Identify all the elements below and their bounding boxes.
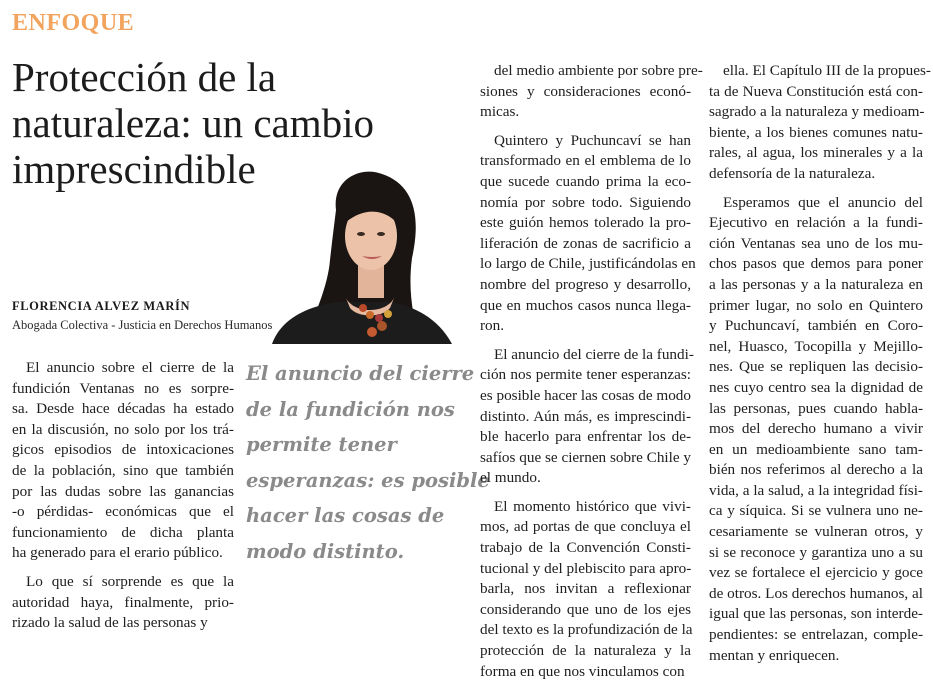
text-line: ción nos permite tener esperanzas: — [480, 366, 691, 384]
text-line: que en muchos casos nunca llega- — [480, 296, 691, 314]
pull-quote-line: El anuncio del cierre — [246, 362, 475, 385]
text-line: El anuncio del cierre de la fundi- — [494, 345, 694, 363]
text-line: tucional y del plebiscito para apro- — [480, 559, 692, 577]
paragraph — [709, 61, 931, 185]
text-line: sagrado a la naturaleza y medioam- — [709, 103, 925, 121]
author-name: FLORENCIA ALVEZ MARÍN — [12, 299, 191, 313]
text-line: trabajo de la Convención Consti- — [480, 539, 691, 557]
text-line: el mundo. — [480, 469, 541, 487]
article-column-1 — [12, 358, 234, 634]
pull-quote-line: permite tener — [246, 433, 397, 456]
text-line: funcionamiento de dicha planta — [12, 523, 234, 541]
text-line: este guión hemos tolerado la pro- — [480, 214, 691, 232]
text-line: en un medioambiente sano tam- — [709, 440, 923, 458]
text-line: igual que las personas, son interde- — [709, 605, 923, 623]
text-line: a las personas y a la naturaleza en — [709, 275, 923, 293]
text-line: defensoría de la naturaleza. — [709, 164, 876, 182]
text-line: Ejecutivo en relación a la fundi- — [709, 214, 923, 232]
pull-quote-line: esperanzas: es posible — [246, 468, 490, 492]
text-line: safíos que se ciernen sobre Chile y — [480, 448, 691, 466]
text-line: vida, a la salud, a la integridad físi- — [709, 481, 923, 499]
text-line: El momento histórico que vivi- — [494, 497, 691, 515]
text-line: ta de Nueva Constitución está con- — [709, 82, 923, 100]
text-line: mentan y enriquecen. — [709, 646, 840, 664]
text-line: si se reconoce y garantiza uno a su — [709, 543, 923, 561]
text-line: primer lugar, no solo en Quintero — [709, 296, 923, 314]
text-line: Lo que sí sorprende es que la — [26, 572, 234, 590]
author-portrait-illustration — [262, 168, 458, 344]
pull-quote-line: hacer las cosas de — [246, 504, 445, 527]
text-line: gicos episodios de intoxicaciones — [12, 441, 234, 459]
byline — [12, 299, 272, 333]
text-line: nombre del progreso y desarrollo, — [480, 275, 691, 293]
text-line: ron. — [480, 317, 505, 335]
text-line: ción Ventanas sea uno de los mu- — [709, 234, 923, 252]
author-photo — [262, 168, 458, 344]
text-line: considerando que uno de los ejes — [480, 600, 691, 618]
text-line: barla, nos invitan a reflexionar — [480, 580, 691, 598]
text-line: siones y consideraciones econó- — [480, 82, 691, 100]
article-column-2 — [480, 61, 703, 682]
text-line: que sucede cuando prima la eco- — [480, 172, 691, 190]
paragraph — [480, 61, 703, 123]
text-line: y Puchuncaví, también en Coro- — [709, 317, 923, 335]
text-line: bién nos referimos al derecho a la — [709, 461, 923, 479]
text-line: mos del derecho humano a vivir — [709, 420, 923, 438]
text-line: lo largo de Chile, justificándolas en — [480, 255, 696, 273]
pull-quote-line: modo distinto. — [246, 539, 405, 563]
paragraph — [480, 345, 694, 489]
text-line: ca y síquica. Si se vulnera uno ne- — [709, 502, 923, 520]
text-line: ble hacerlo para enfrentar los de- — [480, 428, 691, 446]
text-line: -o pérdidas- económicas que el — [12, 503, 234, 521]
text-line: fundición Ventanas no es sorpre- — [12, 379, 234, 397]
text-line: forma en que nos vinculamos con — [480, 662, 685, 680]
text-line: transformado en el emblema de lo — [480, 152, 691, 170]
text-line: rales, al agua, los minerales y a la — [709, 144, 923, 162]
text-line: mos, ad portas de que concluya el — [480, 518, 691, 536]
text-line: nes cuyo centro sea la dignidad de — [709, 378, 923, 396]
text-line: de la población, sino que también — [12, 461, 234, 479]
text-line: ha generado para el erario público. — [12, 544, 223, 562]
text-line: El anuncio sobre el cierre de la — [26, 359, 234, 376]
text-line: en la discusión, no solo por los trá- — [12, 420, 234, 438]
text-line: Quintero y Puchuncaví se han — [494, 131, 691, 149]
paragraph — [480, 497, 691, 682]
text-line: cesariamente se vulneran otros, y — [709, 523, 923, 541]
text-line: chos pasos que demos para poner — [709, 255, 923, 273]
section-label: ENFOQUE — [12, 10, 135, 36]
pull-quote-line: de la fundición nos — [246, 397, 455, 421]
paragraph — [12, 358, 234, 564]
paragraph — [480, 131, 696, 337]
text-line: micas. — [480, 103, 520, 121]
text-line: las personas, pues cuando habla- — [709, 399, 923, 417]
text-line: sa. Desde hace décadas ha estado — [12, 400, 234, 418]
text-line: vez se fortalece el ejercicio y goce — [709, 564, 923, 582]
author-role: Abogada Colectiva - Justicia en Derechos Humanos — [12, 318, 273, 332]
text-line: ella. El Capítulo III de la propues- — [723, 62, 931, 79]
text-line: distinto. Aún más, es imprescindi- — [480, 407, 691, 425]
text-line: protección de la naturaleza y la — [480, 642, 691, 660]
paragraph — [709, 193, 923, 667]
headline-line: Protección de la — [12, 54, 277, 100]
pull-quote — [246, 356, 490, 569]
text-line: nomía por sobre todo. Siguiendo — [480, 193, 691, 211]
text-line: pendientes: se entrelazan, comple- — [709, 626, 923, 644]
text-line: Esperamos que el anuncio del — [723, 193, 923, 211]
headline-line: naturaleza: un cambio — [12, 100, 374, 146]
headline-line: imprescindible — [12, 146, 256, 192]
text-line: del texto es la profundización de la — [480, 621, 693, 639]
text-line: del medio ambiente por sobre pre- — [494, 62, 703, 79]
text-line: nes. Que se repliquen las decisio- — [709, 358, 923, 376]
text-line: liferación de zonas de sacrificio a — [480, 234, 691, 252]
text-line: de otros. Los derechos humanos, al — [709, 584, 923, 602]
text-line: nel, Huasco, Tocopilla y Mejillo- — [709, 337, 923, 355]
article-column-3 — [709, 61, 931, 666]
text-line: biente, a los bienes comunes natu- — [709, 123, 923, 141]
text-line: autoridad haya, finalmente, prio- — [12, 593, 234, 611]
text-line: rizado la salud de las personas y — [12, 614, 208, 632]
text-line: por las dudas sobre las ganancias — [12, 482, 234, 500]
text-line: es posible hacer las cosas de modo — [480, 386, 691, 404]
paragraph — [12, 572, 234, 634]
